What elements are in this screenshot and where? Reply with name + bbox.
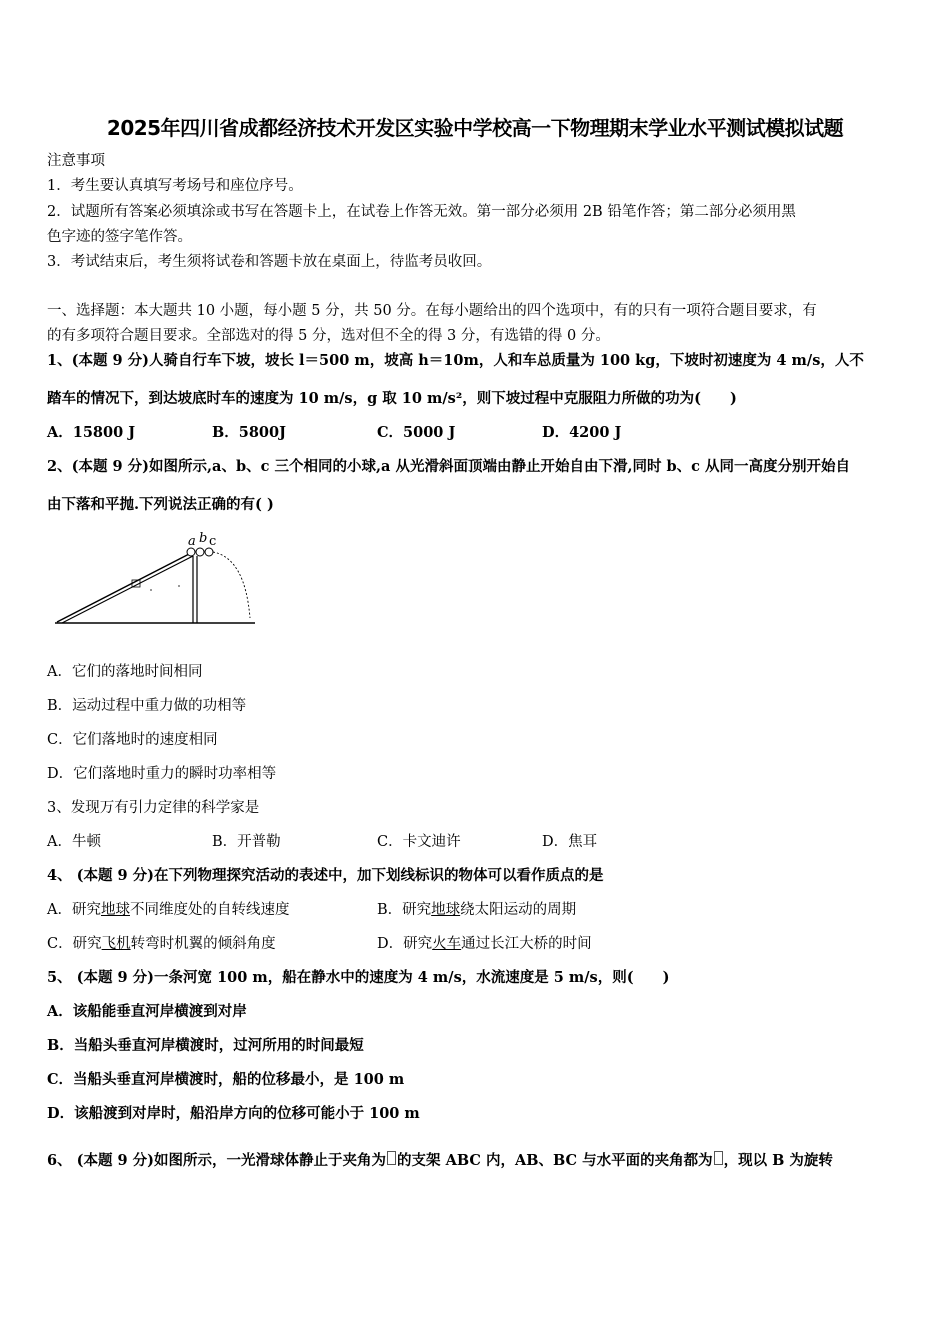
q4-option-c-prefix: C．研究 [47, 936, 102, 952]
ball-b [196, 548, 204, 556]
q4-option-b-underlined: 地球 [431, 902, 461, 918]
q4-option-d-underlined: 火车 [432, 936, 462, 952]
q6-stem-part3: ，现以 B 为旋转 [723, 1152, 833, 1169]
q3-option-d: D．焦耳 [542, 834, 598, 850]
q1-stem: 踏车的情况下，到达坡底时车的速度为 10 m/s，g 取 10 m/s²，则下坡过程中克服阻力所做的功为( ) [47, 390, 737, 407]
q6-stem-part2: 的支架 ABC 内，AB、BC 与水平面的夹角都为 [397, 1152, 713, 1169]
q4-option-d-prefix: D．研究 [377, 936, 433, 952]
incline-top [57, 552, 193, 622]
q5-option-d: D．该船渡到对岸时，船沿岸方向的位移可能小于 100 m [47, 1105, 420, 1122]
section-instructions: 的有多项符合题目要求。全部选对的得 5 分，选对但不全的得 3 分，有选错的得 0 分。 [47, 328, 610, 344]
q4-option-b-suffix: 绕太阳运动的周期 [460, 902, 577, 918]
q5-option-c: C．当船头垂直河岸横渡时，船的位移最小，是 100 m [47, 1071, 405, 1088]
q3-option-b: B．开普勒 [212, 834, 281, 850]
q4-option-d [377, 934, 592, 954]
notice-item: 2．试题所有答案必须填涂或书写在答题卡上，在试卷上作答无效。第一部分必须用 2B 铅笔作答；第二部分必须用黑 [47, 204, 796, 220]
section-instructions: 一、选择题：本大题共 10 小题，每小题 5 分，共 50 分。在每小题给出的四个选项中，有的只有一项符合题目要求，有 [47, 303, 817, 319]
q2-option-a: A．它们的落地时间相同 [47, 664, 203, 680]
notice-item: 3．考试结束后，考生须将试卷和答题卡放在桌面上，待监考员收回。 [47, 254, 492, 270]
q4-option-c-suffix: 转弯时机翼的倾斜角度 [130, 936, 276, 952]
q4-option-c-underlined: 飞机 [101, 936, 131, 952]
q4-option-a-suffix: 不同维度处的自转线速度 [129, 902, 290, 918]
q6-stem-part1: 6、 (本题 9 分)如图所示，一光滑球体静止于夹角为 [47, 1152, 387, 1169]
q2-figure [50, 528, 265, 628]
label-a: a [188, 534, 196, 549]
incline-bottom [62, 556, 193, 623]
q2-option-b: B．运动过程中重力做的功相等 [47, 698, 247, 714]
projectile-path [213, 552, 250, 618]
q1-stem: 1、(本题 9 分)人骑自行车下坡，坡长 l＝500 m，坡高 h＝10m，人和车总质量为 100 kg，下坡时初速度为 4 m/s，人不 [47, 352, 864, 369]
q3-option-c: C．卡文迪许 [377, 834, 461, 850]
page-title: 2025年四川省成都经济技术开发区实验中学校高一下物理期末学业水平测试模拟试题 [106, 116, 844, 140]
ball-a [187, 548, 195, 556]
notice-heading: 注意事项 [47, 153, 105, 169]
q4-stem: 4、 (本题 9 分)在下列物理探究活动的表述中，加下划线标识的物体可以看作质点的是 [47, 867, 604, 884]
q4-option-d-suffix: 通过长江大桥的时间 [461, 936, 592, 952]
q1-option-d: D．4200 J [542, 424, 622, 441]
missing-glyph-icon [387, 1151, 396, 1165]
ball-c [205, 548, 213, 556]
q6-stem [47, 1151, 833, 1171]
q3-option-a: A．牛顿 [47, 834, 101, 850]
q2-option-d: D．它们落地时重力的瞬时功率相等 [47, 766, 277, 782]
q5-stem: 5、 (本题 9 分)一条河宽 100 m，船在静水中的速度为 4 m/s，水流速度是 5 m/s，则( ) [47, 969, 670, 986]
q4-option-a-underlined: 地球 [100, 902, 130, 918]
notice-item: 色字迹的签字笔作答。 [47, 229, 192, 245]
q4-option-a-prefix: A．研究 [47, 902, 101, 918]
q2-option-c: C．它们落地时的速度相同 [47, 732, 218, 748]
q1-option-a: A．15800 J [47, 424, 136, 441]
notice-item: 1．考生要认真填写考场号和座位序号。 [47, 178, 303, 194]
q3-stem: 3、发现万有引力定律的科学家是 [47, 800, 260, 816]
q1-option-b: B．5800J [212, 424, 286, 441]
label-c: c [209, 534, 217, 549]
q4-option-a [47, 900, 289, 920]
q2-stem: 由下落和平抛.下列说法正确的有( ) [47, 496, 274, 513]
q5-option-b: B．当船头垂直河岸横渡时，过河所用的时间最短 [47, 1037, 364, 1054]
q4-option-b-prefix: B．研究 [377, 902, 432, 918]
q4-option-b [377, 900, 576, 920]
q4-option-c [47, 934, 276, 954]
missing-glyph-icon [714, 1151, 723, 1165]
q5-option-a: A．该船能垂直河岸横渡到对岸 [47, 1003, 247, 1020]
q2-stem: 2、(本题 9 分)如图所示,a、b、c 三个相同的小球,a 从光滑斜面顶端由静止开始自由下滑,同时 b、c 从同一高度分别开始自 [47, 458, 851, 475]
label-b: b [199, 531, 208, 546]
q1-option-c: C．5000 J [377, 424, 456, 441]
